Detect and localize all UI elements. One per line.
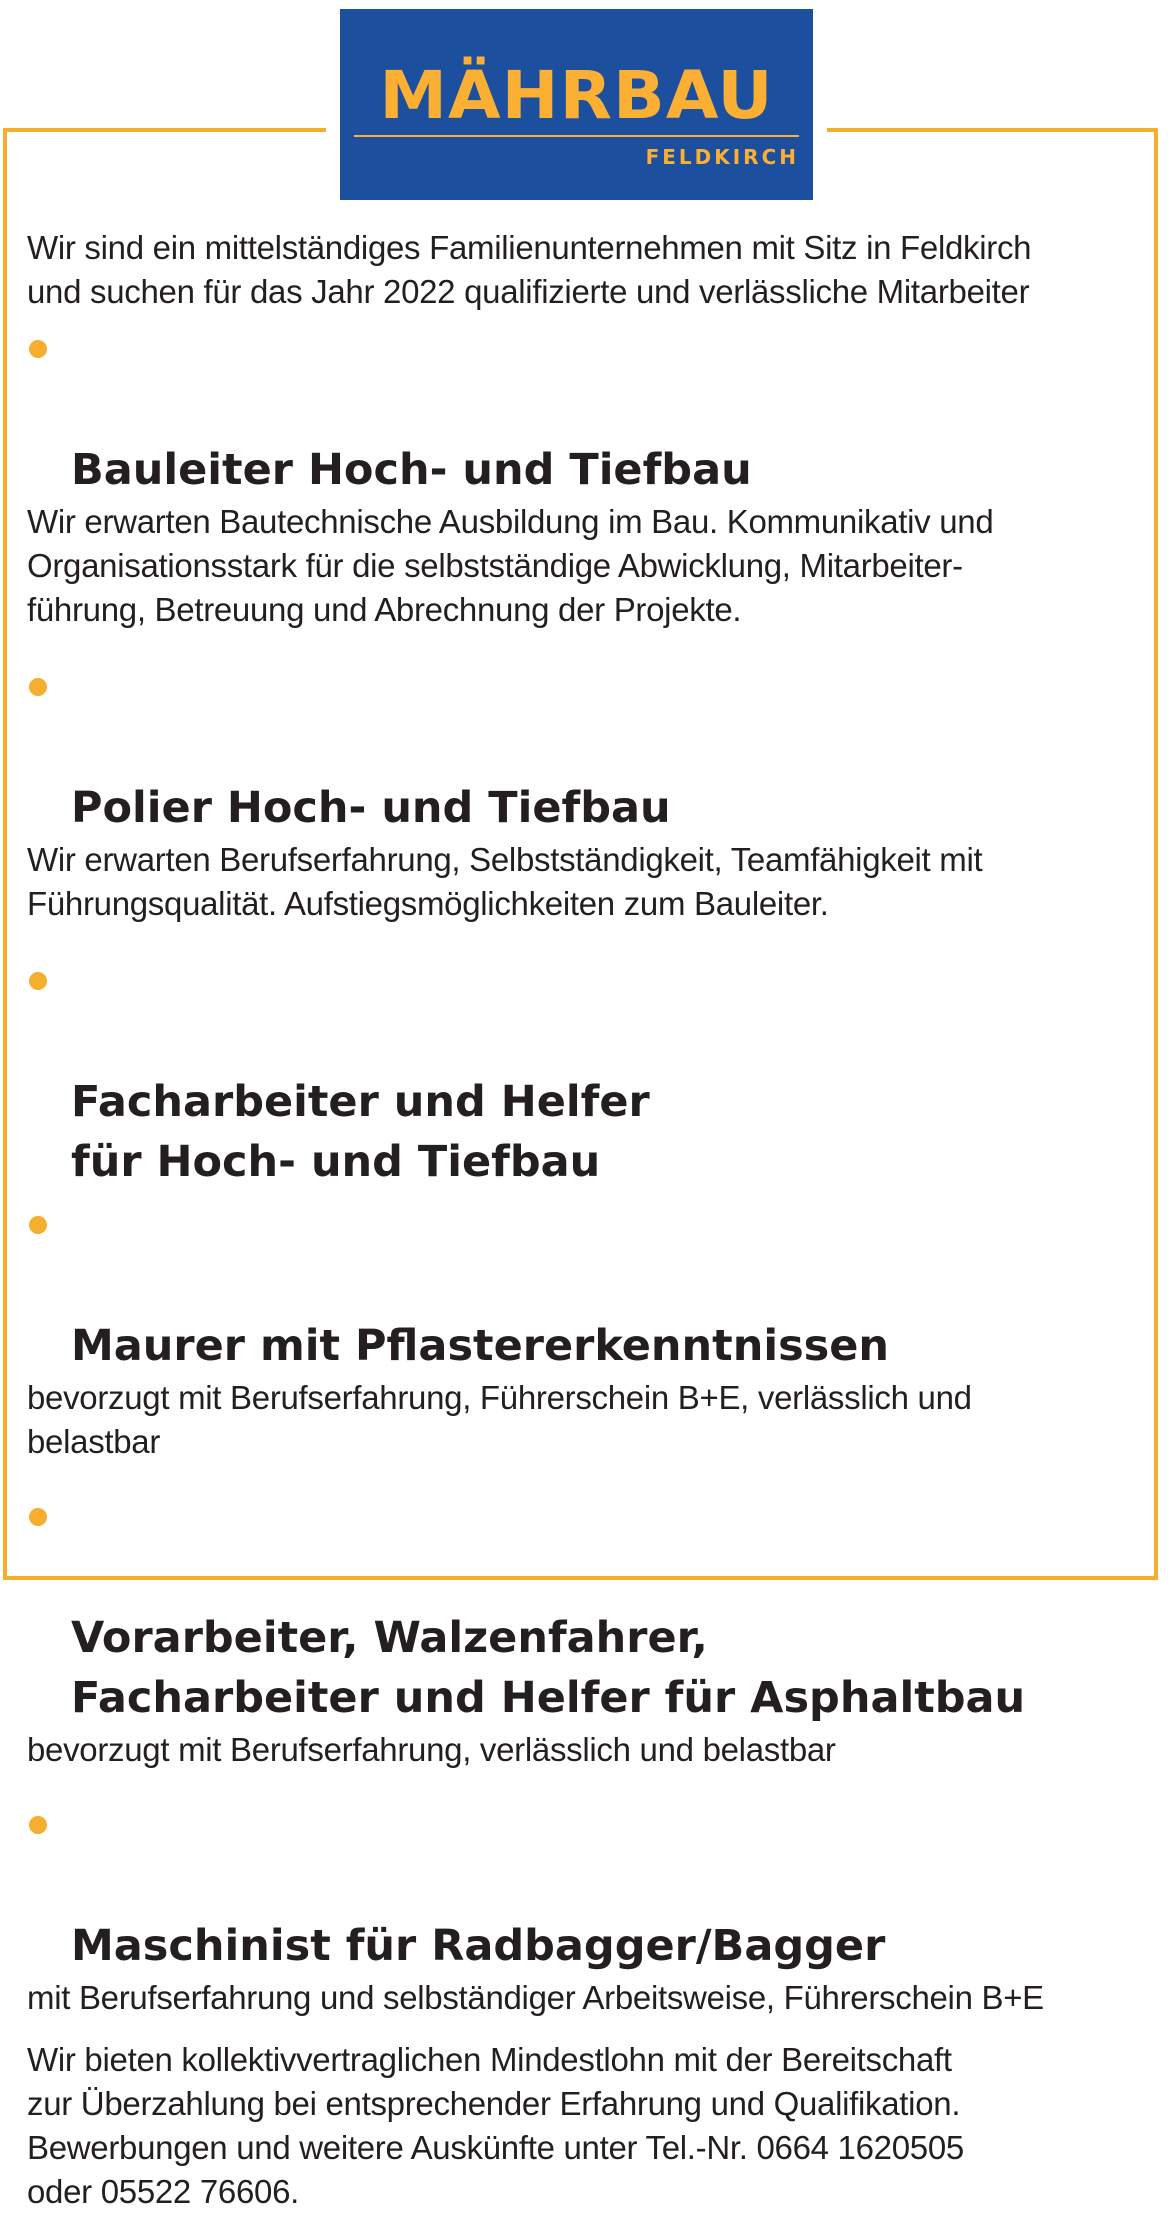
job-description-bauleiter: Wir erwarten Bautechnische Ausbildung im Bau. Kommunikativ und Organisationsstark für die selbstständige Abwicklung, Mitarbeiter- führung, Betreuung und Abrechnung der Projekte. (27, 503, 994, 628)
job-title-text: Maschinist für Radbagger/Bagger (71, 1921, 886, 1971)
job-title-asphaltbau (27, 1488, 1142, 1728)
job-description-asphaltbau: bevorzugt mit Berufserfahrung, verlässlich und belastbar (27, 1731, 836, 1768)
logo-divider (354, 135, 799, 137)
bullet-icon (29, 1508, 47, 1526)
logo-company-name: MÄHRBAU (379, 57, 774, 134)
job-description-maschinist: mit Berufserfahrung und selbständiger Arbeitsweise, Führerschein B+E (27, 1979, 1044, 2016)
job-title-polier (27, 658, 1142, 838)
job-title-text: Maurer mit Pflastererkenntnissen (71, 1321, 890, 1371)
job-title-text: Vorarbeiter, Walzenfahrer, Facharbeiter und Helfer für Asphaltbau (71, 1613, 1026, 1723)
job-description-maurer: bevorzugt mit Berufserfahrung, Führerschein B+E, verlässlich und belastbar (27, 1379, 972, 1460)
intro-text: Wir sind ein mittelständiges Familienunternehmen mit Sitz in Feldkirch und suchen für das Jahr 2022 qualifizierte und verlässliche Mitarbeiter (27, 229, 1032, 310)
bullet-icon (29, 678, 47, 696)
job-title-bauleiter (27, 320, 1142, 500)
job-title-text: Bauleiter Hoch- und Tiefbau (71, 445, 752, 495)
bullet-icon (29, 972, 47, 990)
bullet-icon (29, 1816, 47, 1834)
company-logo (340, 9, 813, 200)
job-ad-content (27, 226, 1142, 2214)
job-title-maschinist (27, 1796, 1142, 1976)
job-title-text: Facharbeiter und Helfer für Hoch- und Tiefbau (71, 1077, 650, 1187)
job-title-facharbeiter (27, 952, 1142, 1192)
bullet-icon (29, 1216, 47, 1234)
job-description-polier: Wir erwarten Berufserfahrung, Selbstständigkeit, Teamfähigkeit mit Führungsqualität. Aufstiegsmöglichkeiten zum Bauleiter. (27, 841, 983, 922)
job-title-text: Polier Hoch- und Tiefbau (71, 783, 671, 833)
bullet-icon (29, 340, 47, 358)
logo-city: FELDKIRCH (645, 145, 799, 169)
closing-text: Wir bieten kollektivvertraglichen Mindestlohn mit der Bereitschaft zur Überzahlung bei entsprechender Erfahrung und Qualifikation. Bewerbungen und weitere Auskünfte unter Tel.-Nr. 0664 1620505 oder 05522 76606. (27, 2041, 964, 2210)
job-title-maurer (27, 1196, 1142, 1376)
